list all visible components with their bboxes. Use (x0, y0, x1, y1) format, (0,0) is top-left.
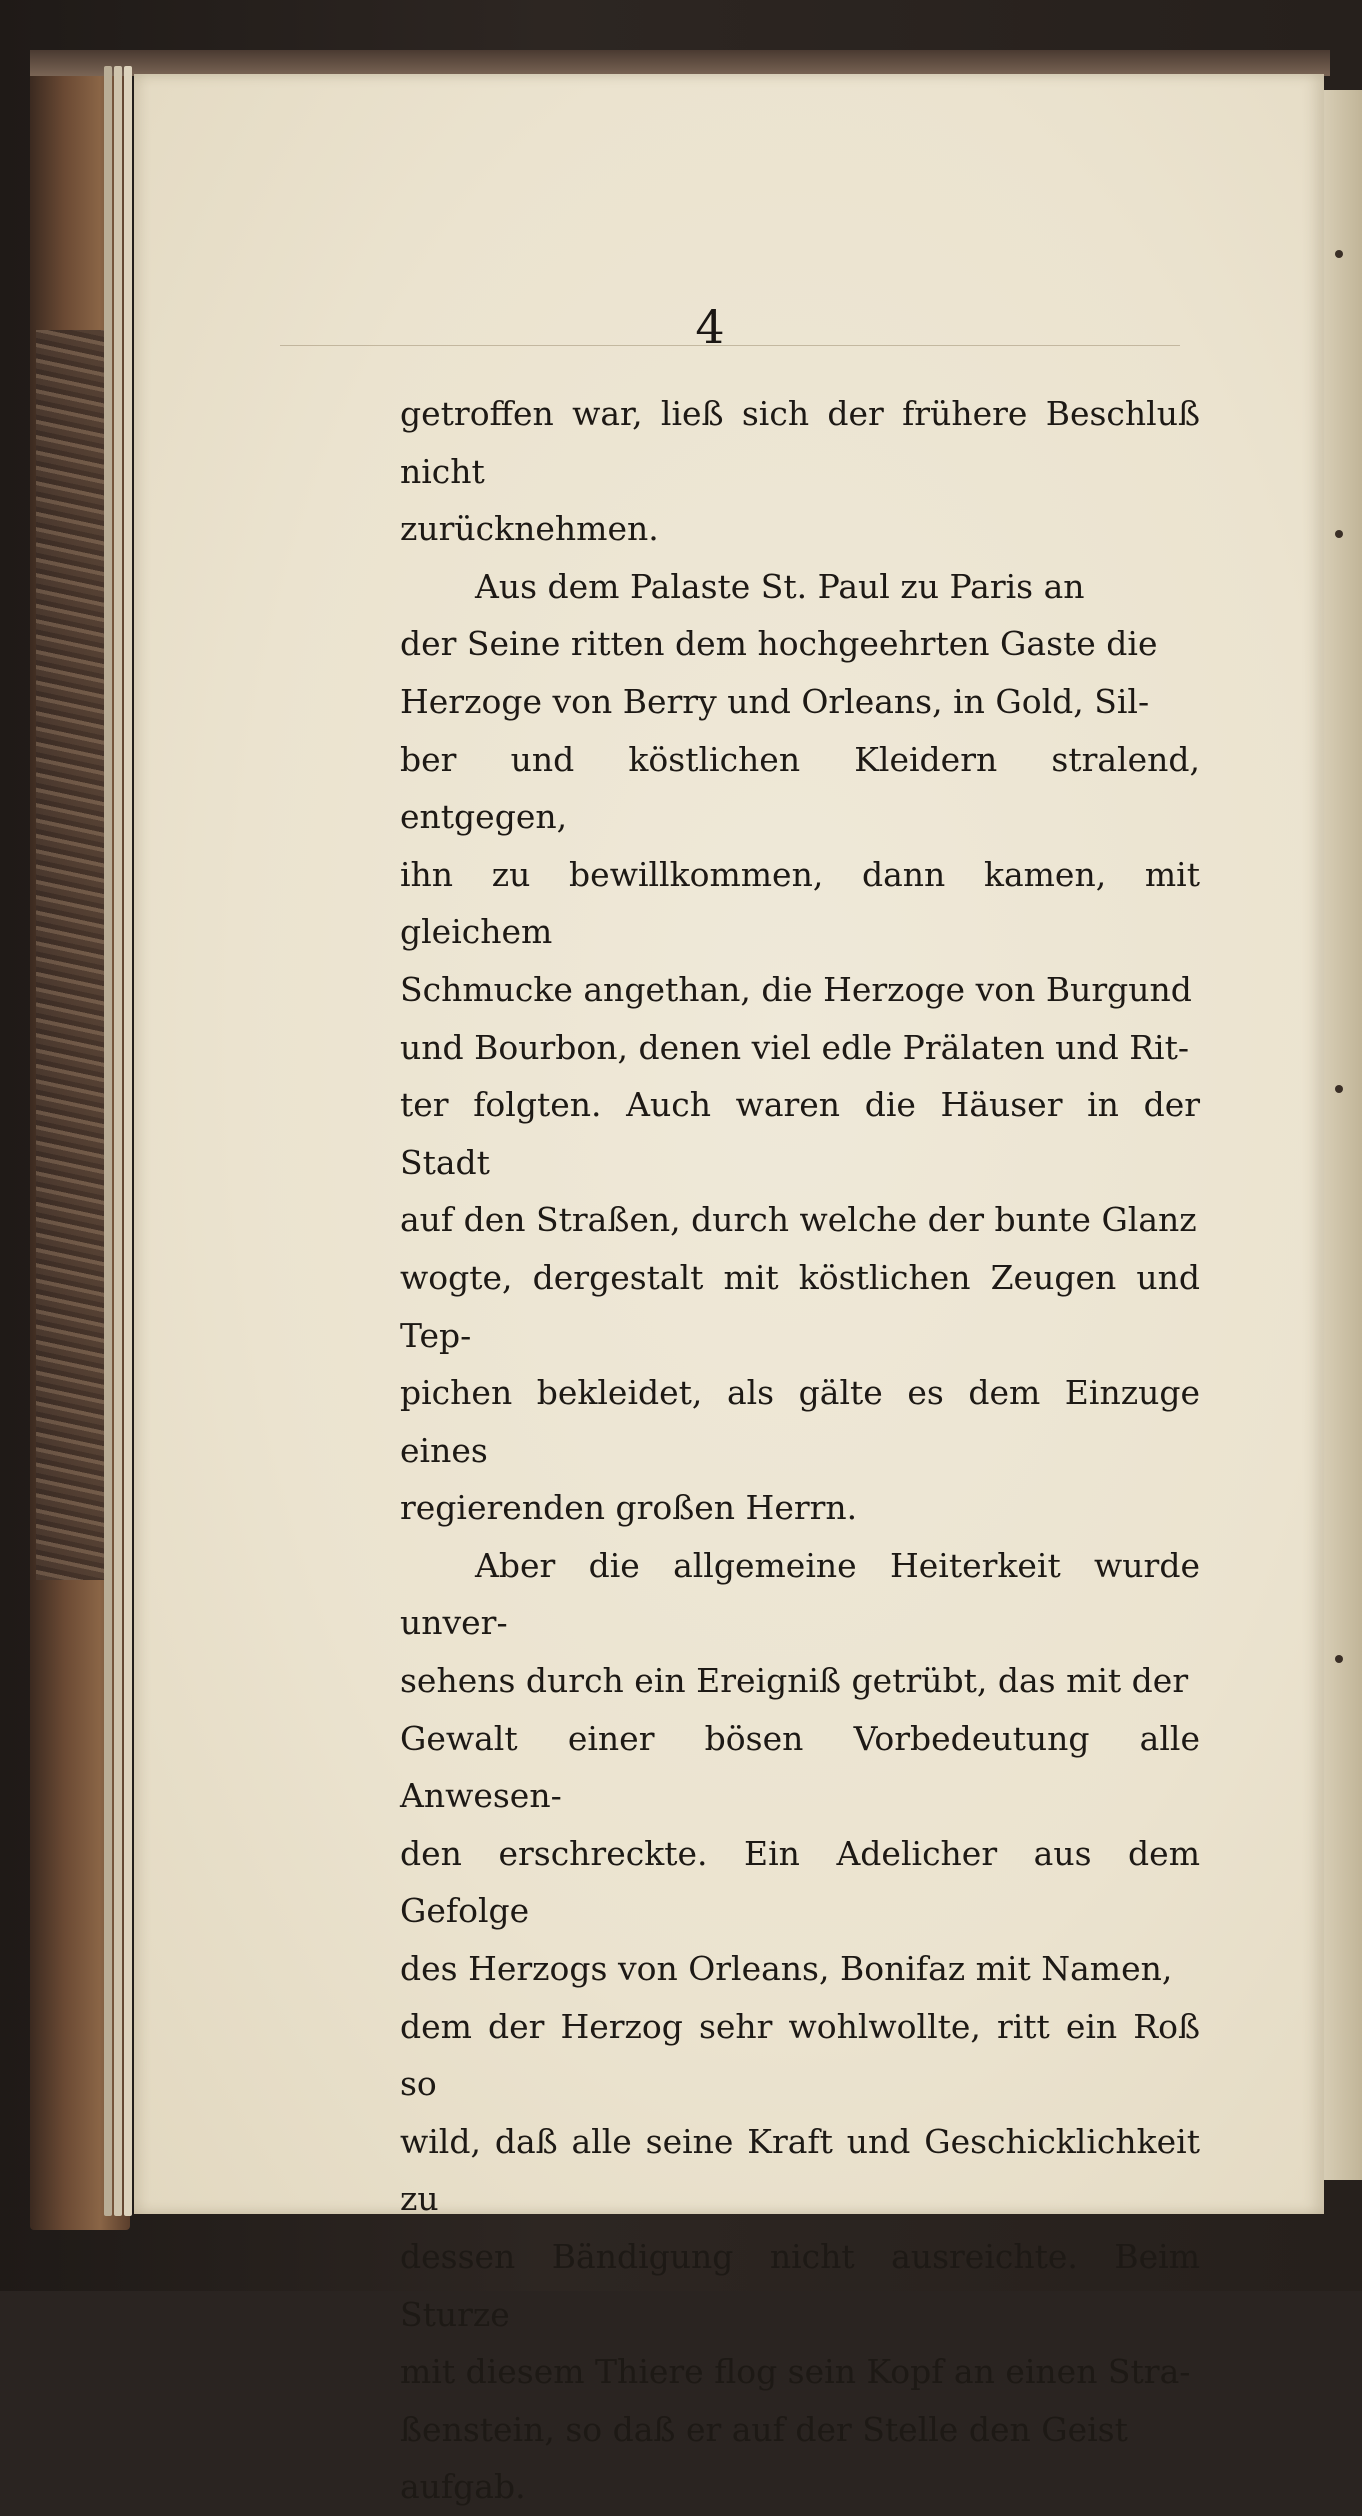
next-page-edge (1322, 90, 1362, 2180)
worn-cover-patch (36, 330, 106, 1580)
header-rule (280, 345, 1180, 346)
paragraph-continuation: getroffen war, ließ sich der frühere Beschluß nicht zurücknehmen. (400, 394, 1200, 549)
page-number: 4 (695, 300, 725, 354)
binding-mark (1335, 1085, 1343, 1093)
body-text (400, 385, 1200, 2516)
book-top-edge (30, 50, 1330, 76)
binding-mark (1335, 250, 1343, 258)
binding-mark (1335, 1655, 1343, 1663)
page-edge (104, 66, 112, 2216)
page-edge (114, 66, 122, 2216)
paragraph-accident: Aber die allgemeine Heiterkeit wurde unver- sehens durch ein Ereigniß getrübt, das mit der Gewalt einer bösen Vorbedeutung alle Anwesen- den erschreckte. Ein Adelicher aus dem Gefolge des Herzogs von Orleans, Bonifaz mit Namen, dem der Herzog sehr wohlwollte, ritt ein Roß so wild, daß alle seine Kraft und Geschicklichkeit zu dessen Bändigung nicht ausreichte. Beim Sturze mit diesem Thiere flog sein Kopf an einen Stra- ßenstein, so daß er auf der Stelle den Geist aufgab. (400, 1545, 1200, 2507)
paragraph-procession: Aus dem Palaste St. Paul zu Paris an der Seine ritten dem hochgeehrten Gaste die Herzoge von Berry und Orleans, in Gold, Sil- ber und köstlichen Kleidern stralend, entgegen, ihn zu bewillkommen, dann kamen, mit gleichem Schmucke angethan, die Herzoge von Burgund und Bourbon, denen viel edle Prälaten und Rit- ter folgten. Auch waren die Häuser in der Stadt auf den Straßen, durch welche der bunte Glanz wogte, dergestalt mit köstlichen Zeugen und Tep- pichen bekleidet, als gälte es dem Einzuge eines regierenden großen Herrn. (400, 566, 1200, 1528)
page-edge (124, 66, 132, 2216)
binding-mark (1335, 530, 1343, 538)
